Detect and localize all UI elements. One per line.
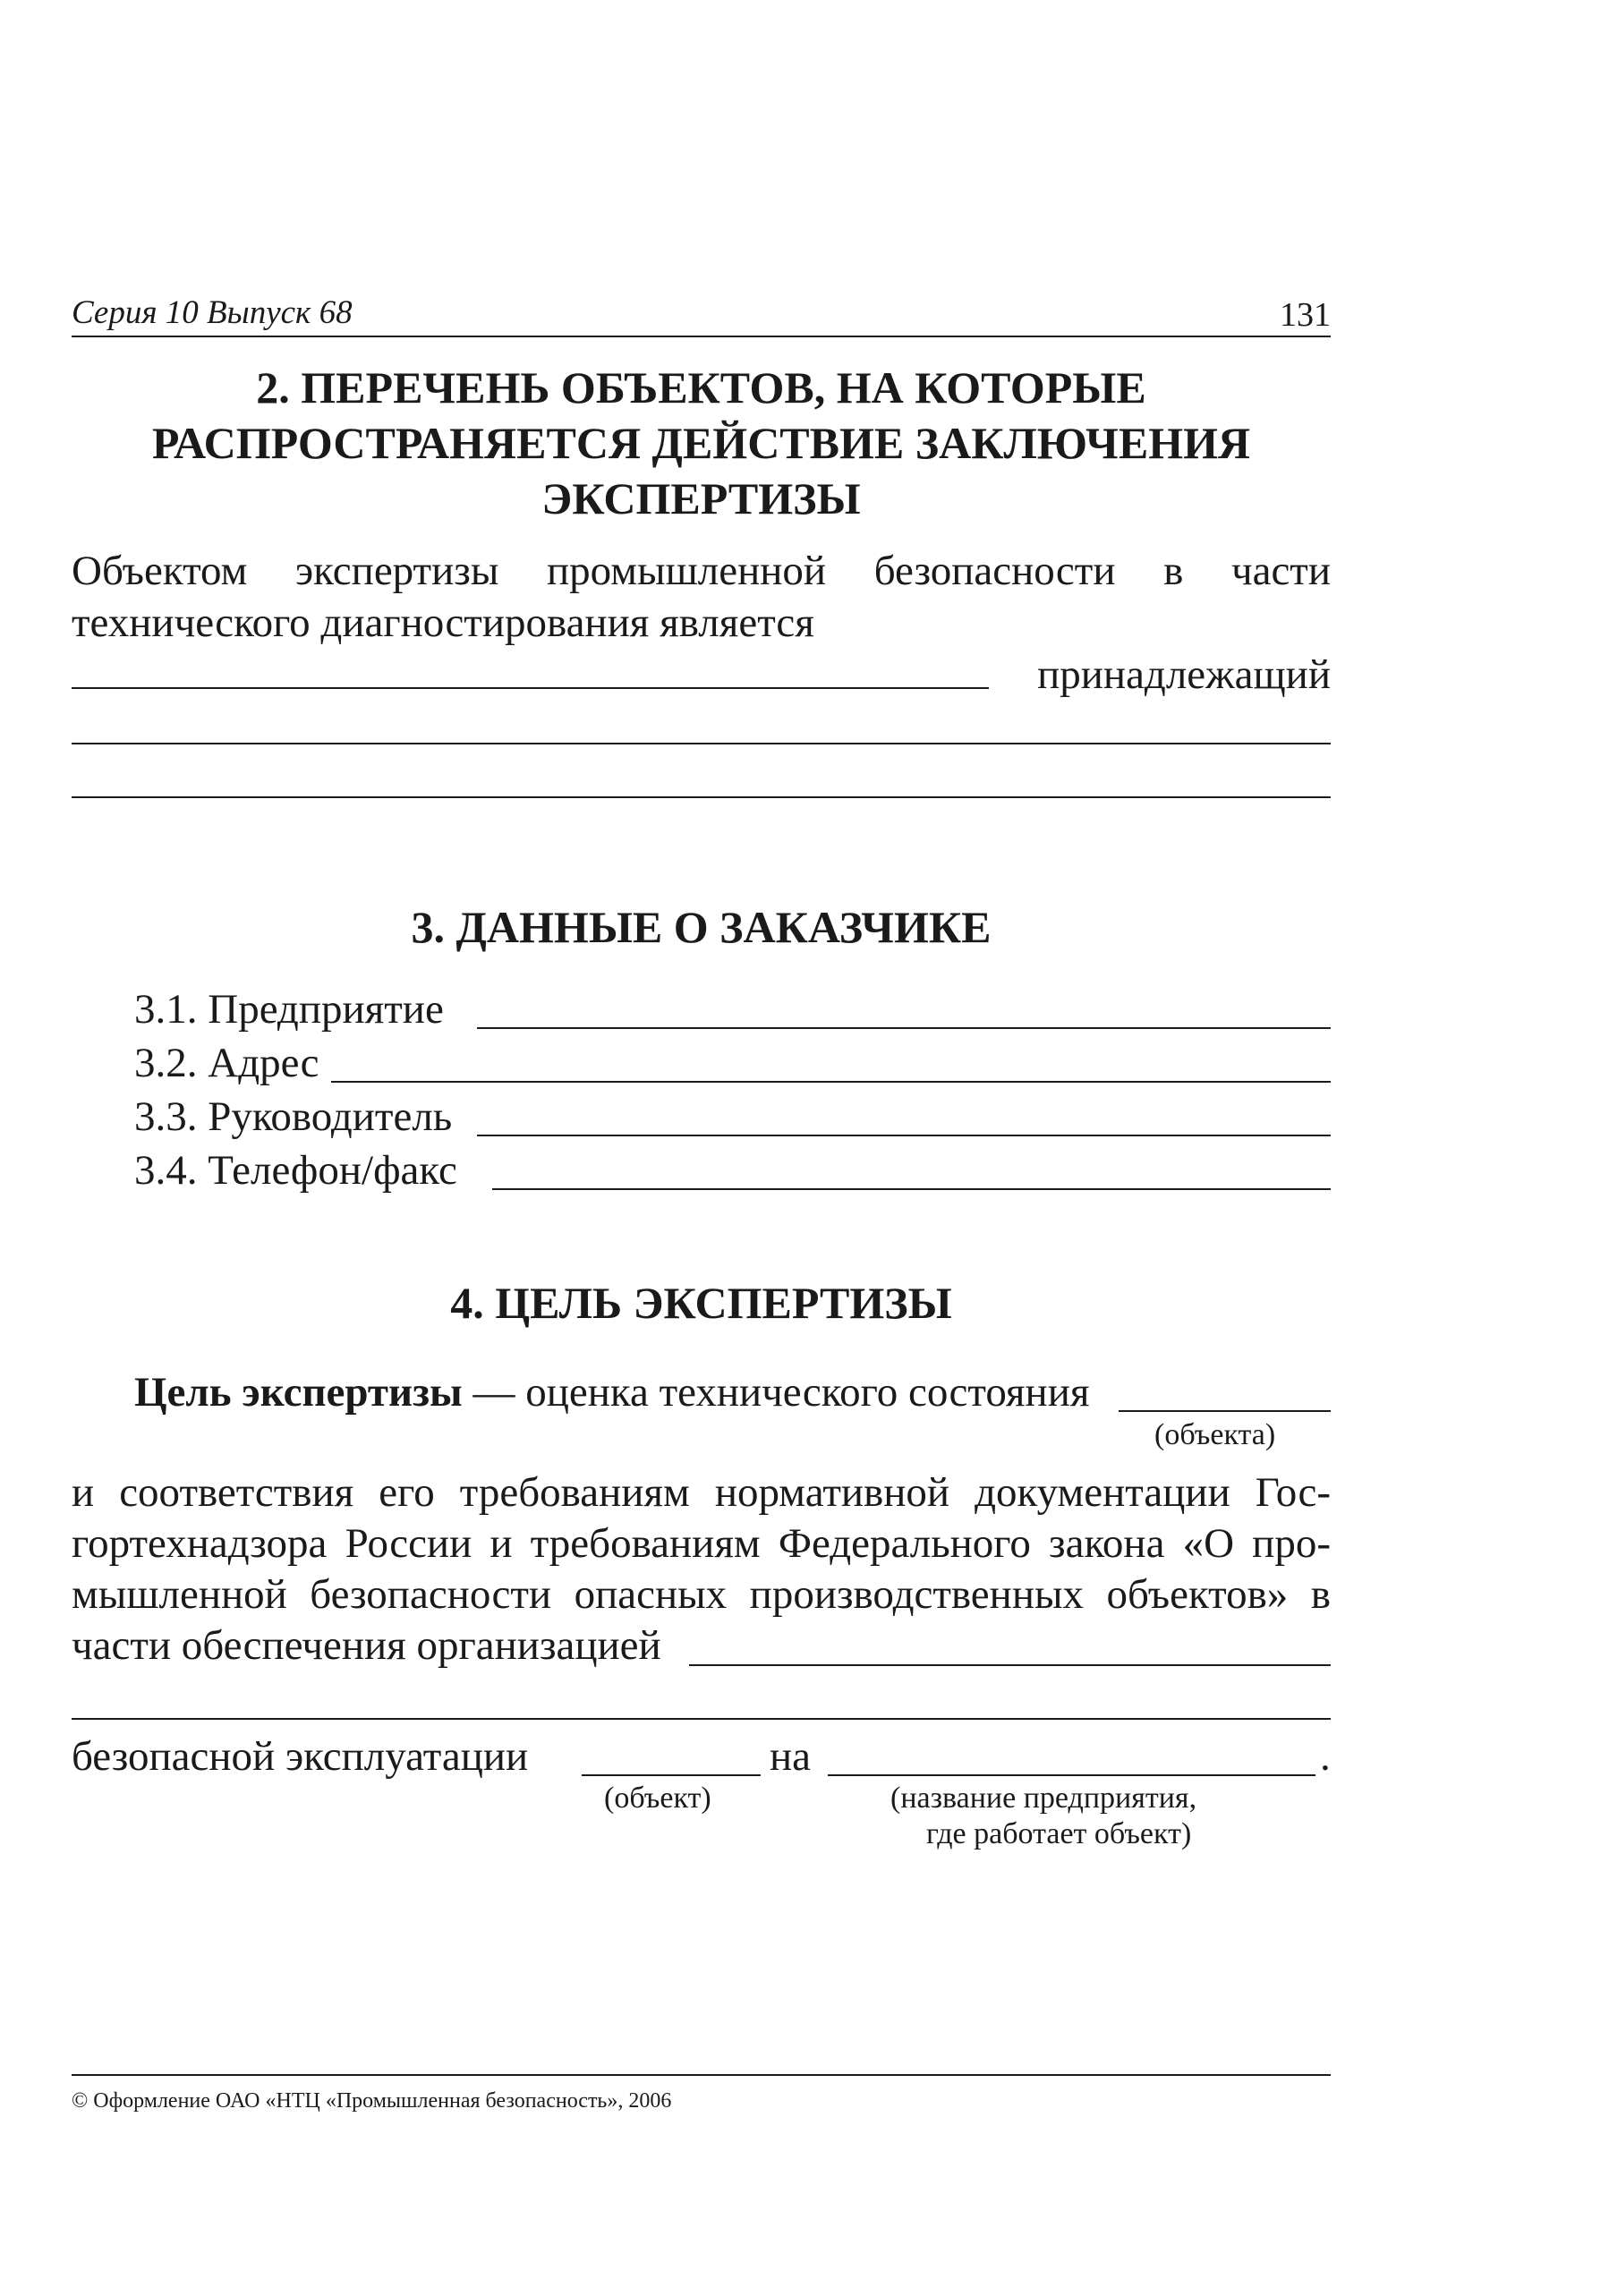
header-rule	[72, 336, 1331, 337]
goal-line-2: и соответствия его требованиям нормативной документации Гос-	[72, 1469, 1331, 1516]
object-blank-line[interactable]	[72, 687, 989, 689]
goal-lead	[134, 1367, 1089, 1417]
field-label-enterprise: 3.1. Предприятие	[134, 986, 444, 1033]
goal-line-7-end: .	[1320, 1733, 1331, 1780]
hint-object-2: (объект)	[604, 1782, 711, 1815]
field-line-enterprise[interactable]	[477, 1027, 1331, 1029]
footer-copyright: © Оформление ОАО «НТЦ «Промышленная безопасность», 2006	[72, 2089, 672, 2113]
section-4-title: 4. ЦЕЛЬ ЭКСПЕРТИЗЫ	[450, 1278, 952, 1328]
owner-blank-line-2[interactable]	[72, 796, 1331, 798]
field-line-address[interactable]	[331, 1081, 1331, 1083]
field-label-manager: 3.3. Руководитель	[134, 1093, 453, 1140]
field-label-phone-fax: 3.4. Телефон/факс	[134, 1147, 457, 1194]
organization-blank-line[interactable]	[689, 1664, 1331, 1666]
object-state-blank-line[interactable]	[1119, 1410, 1331, 1412]
goal-line-7-a: безопасной эксплуатации	[72, 1733, 529, 1780]
goal-line-3: гортехнадзора России и требованиям Федерального закона «О про-	[72, 1520, 1331, 1567]
section-2-title-line-2: РАСПРОСТРАНЯЕТСЯ ДЕЙСТВИЕ ЗАКЛЮЧЕНИЯ	[151, 418, 1251, 468]
organization-blank-line-2[interactable]	[72, 1718, 1331, 1720]
section-2-title-line-1: 2. ПЕРЕЧЕНЬ ОБЪЕКТОВ, НА КОТОРЫЕ	[256, 362, 1146, 412]
goal-lead-rest: — оценка технического состояния	[472, 1369, 1090, 1416]
goal-line-5: части обеспечения организацией	[72, 1622, 661, 1669]
goal-lead-bold: Цель экспертизы	[134, 1369, 463, 1416]
company-blank-line[interactable]	[828, 1774, 1315, 1776]
footer-rule	[72, 2074, 1331, 2076]
goal-line-7-b: на	[770, 1733, 812, 1780]
section-3-title: 3. ДАННЫЕ О ЗАКАЗЧИКЕ	[411, 902, 992, 952]
field-label-address: 3.2. Адрес	[134, 1040, 319, 1086]
section-2-paragraph-line-2: технического диагностирования является	[72, 600, 814, 646]
goal-line-4: мышленной безопасности опасных производственных объектов» в	[72, 1571, 1331, 1618]
running-head: Серия 10 Выпуск 68	[72, 294, 353, 331]
page-number: 131	[1280, 296, 1331, 334]
section-2-title-line-3: ЭКСПЕРТИЗЫ	[541, 473, 861, 523]
hint-object-1: (объекта)	[1154, 1418, 1276, 1451]
section-2-title	[72, 360, 1331, 526]
hint-company-line-2: где работает объект)	[926, 1817, 1192, 1850]
owner-blank-line-1[interactable]	[72, 743, 1331, 744]
belonging-label: принадлежащий	[1037, 651, 1331, 698]
object-blank-line-2[interactable]	[582, 1774, 761, 1776]
hint-company-line-1: (название предприятия,	[890, 1782, 1197, 1815]
section-2-paragraph-line-1: Объектом экспертизы промышленной безопасности в части	[72, 548, 1331, 594]
field-line-phone-fax[interactable]	[492, 1188, 1331, 1190]
field-line-manager[interactable]	[477, 1135, 1331, 1136]
